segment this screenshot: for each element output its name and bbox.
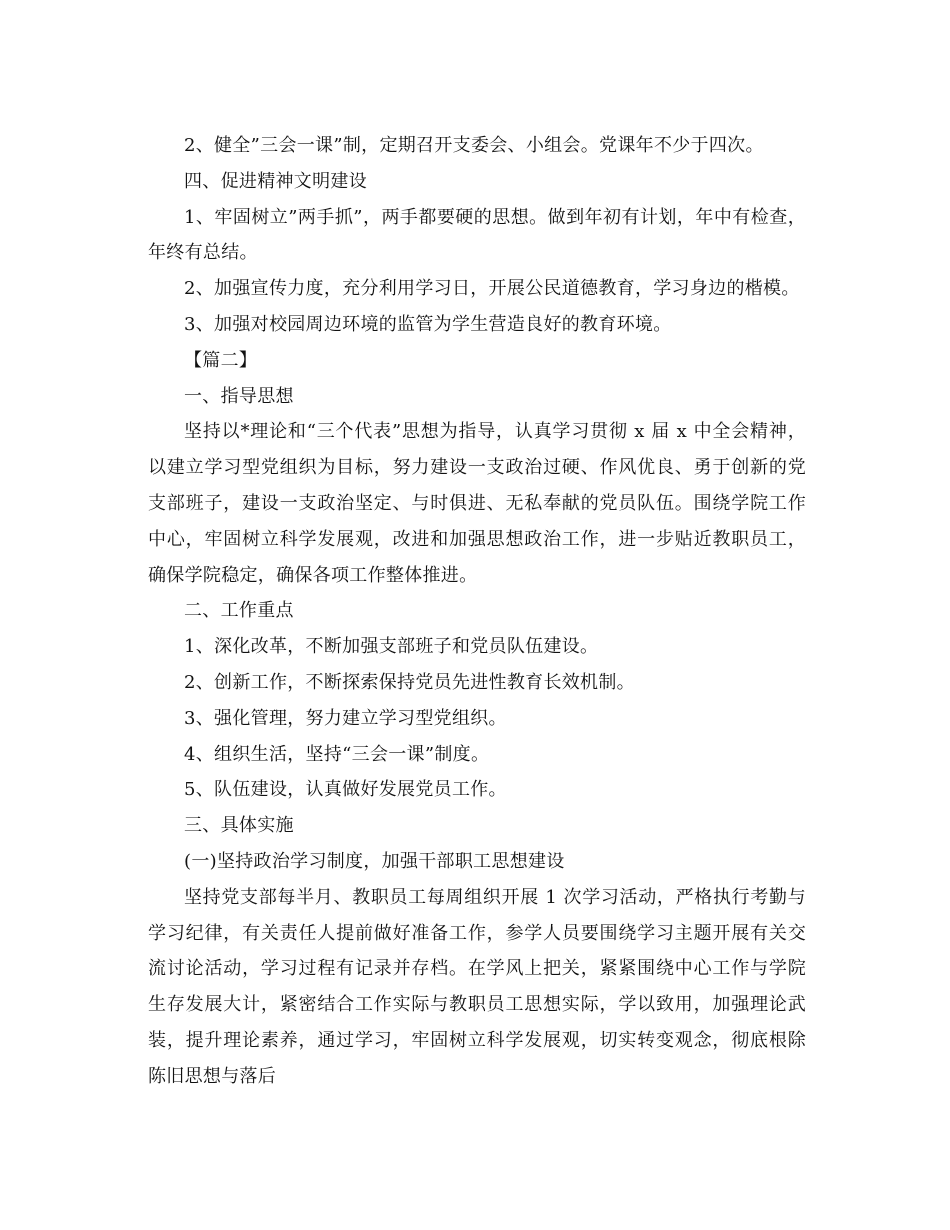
paragraph: 3、加强对校园周边环境的监管为学生营造良好的教育环境。 bbox=[184, 313, 672, 335]
paragraph: 坚持以*理论和“三个代表”思想为指导，认真学习贯彻 x 届 x 中全会精神，以建立学习型党组织为目标，努力建设一支政治过硬、作风优良、勇于创新的党支部班子，建设一支政治坚定、与时俱进、无私奉献的党员队伍。围绕学院工作中心，牢固树立科学发展观，改进和加强思想政治工作，进一步贴近教职员工，确保学院稳定，确保各项工作整体推进。 bbox=[148, 421, 806, 586]
list-item: 4、组织生活，坚持“三会一课”制度。 bbox=[184, 743, 490, 765]
part-heading: 【篇二】 bbox=[184, 349, 258, 371]
list-item: 1、深化改革，不断加强支部班子和党员队伍建设。 bbox=[184, 636, 599, 658]
section-heading: 四、促进精神文明建设 bbox=[184, 170, 367, 192]
section-heading: 二、工作重点 bbox=[184, 600, 294, 622]
section-heading: 一、指导思想 bbox=[184, 385, 294, 407]
paragraph: 1、牢固树立”两手抓”，两手都要硬的思想。做到年初有计划，年中有检查，年终有总结。 bbox=[148, 206, 806, 264]
section-heading: 三、具体实施 bbox=[184, 815, 294, 837]
list-item: 2、创新工作，不断探索保持党员先进性教育长效机制。 bbox=[184, 671, 635, 693]
paragraph: 坚持党支部每半月、教职员工每周组织开展 1 次学习活动，严格执行考勤与学习纪律，有关责任人提前做好准备工作，参学人员要围绕学习主题开展有关交流讨论活动，学习过程有记录并存档。在学风上把关，紧紧围绕中心工作与学院生存发展大计，紧密结合工作实际与教职员工思想实际，学以致用，加强理论武装，提升理论素养，通过学习，牢固树立科学发展观，切实转变观念，彻底根除陈旧思想与落后 bbox=[148, 886, 806, 1087]
subsection-heading: (一)坚持政治学习制度，加强干部职工思想建设 bbox=[184, 850, 565, 872]
list-item: 3、强化管理，努力建立学习型党组织。 bbox=[184, 707, 507, 729]
paragraph: 2、健全”三会一课”制，定期召开支委会、小组会。党课年不少于四次。 bbox=[184, 135, 764, 156]
document-page bbox=[148, 128, 806, 1095]
paragraph: 2、加强宣传力度，充分利用学习日，开展公民道德教育，学习身边的楷模。 bbox=[184, 278, 800, 300]
list-item: 5、队伍建设，认真做好发展党员工作。 bbox=[184, 779, 507, 801]
